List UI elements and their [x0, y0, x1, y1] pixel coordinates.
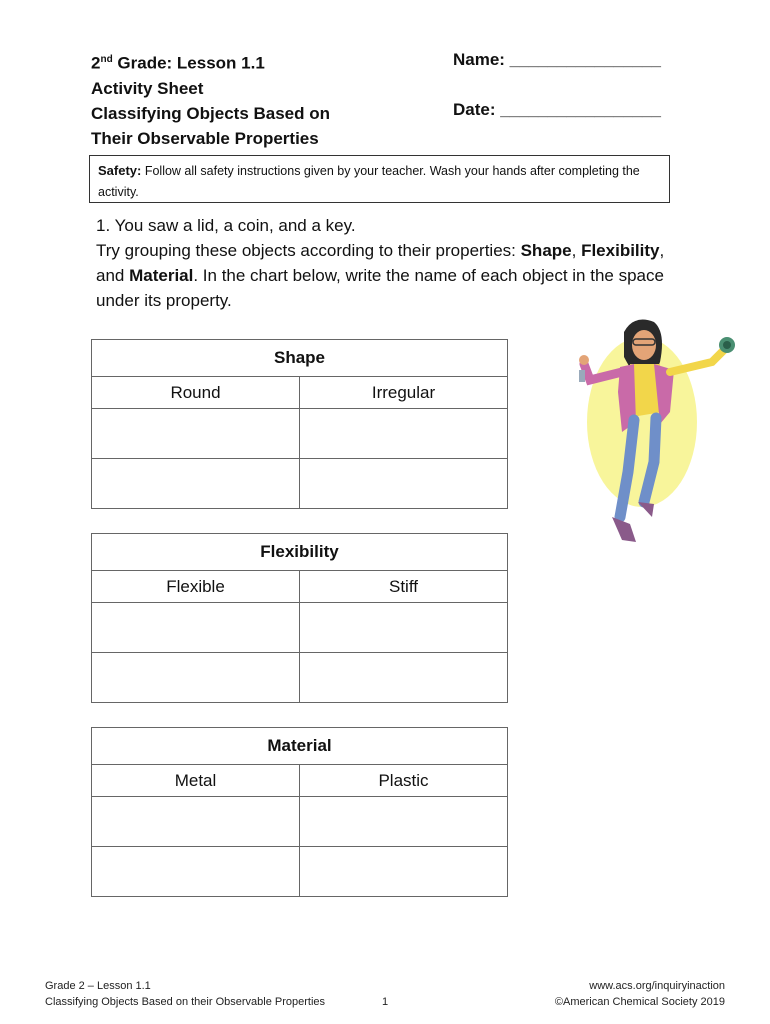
- shape-table-title: Shape: [92, 340, 508, 377]
- activity-sheet-label: Activity Sheet: [91, 78, 204, 98]
- answer-cell[interactable]: [92, 797, 300, 847]
- question-intro: 1. You saw a lid, a coin, and a key.: [96, 216, 356, 235]
- topic-line-1: Classifying Objects Based on: [91, 103, 331, 123]
- answer-cell[interactable]: [92, 653, 300, 703]
- metal-header: Metal: [92, 765, 300, 797]
- safety-box: [89, 155, 670, 203]
- answer-cell[interactable]: [300, 603, 508, 653]
- footer-lesson: Grade 2 – Lesson 1.1: [45, 980, 151, 992]
- answer-cell[interactable]: [300, 797, 508, 847]
- flexibility-table: [91, 533, 508, 703]
- flexible-header: Flexible: [92, 571, 300, 603]
- lesson-title: 2nd Grade: Lesson 1.1: [91, 53, 265, 73]
- question-1: [96, 213, 671, 313]
- answer-cell[interactable]: [92, 409, 300, 459]
- irregular-header: Irregular: [300, 377, 508, 409]
- page-number: 1: [382, 996, 389, 1008]
- footer-copyright: ©American Chemical Society 2019: [554, 996, 725, 1008]
- answer-cell[interactable]: [300, 409, 508, 459]
- lesson-header: [91, 47, 330, 151]
- name-field[interactable]: Name: ________________: [453, 50, 661, 69]
- safety-label: Safety:: [98, 163, 142, 178]
- safety-text: Follow all safety instructions given by your teacher. Wash your hands after completing the activity.: [98, 164, 640, 199]
- plastic-header: Plastic: [300, 765, 508, 797]
- answer-cell[interactable]: [300, 653, 508, 703]
- material-table: [91, 727, 508, 897]
- answer-cell[interactable]: [300, 459, 508, 509]
- question-instructions: Try grouping these objects according to their properties: Shape, Flexibility, and Material. In the chart below, write the name of each object in the space under its property.: [96, 241, 665, 310]
- answer-cell[interactable]: [92, 847, 300, 897]
- topic-line-2: Their Observable Properties: [91, 128, 319, 148]
- footer-left: [45, 978, 325, 1010]
- shape-table: [91, 339, 508, 509]
- answer-cell[interactable]: [300, 847, 508, 897]
- date-field[interactable]: Date: _________________: [453, 100, 661, 119]
- round-header: Round: [92, 377, 300, 409]
- footer-right: [545, 978, 725, 1010]
- footer-url[interactable]: www.acs.org/inquiryinaction: [589, 980, 725, 992]
- answer-cell[interactable]: [92, 603, 300, 653]
- footer-topic: Classifying Objects Based on their Observable Properties: [45, 996, 326, 1008]
- material-table-title: Material: [92, 728, 508, 765]
- scientist-character-icon: [562, 312, 740, 557]
- student-fields: [453, 47, 661, 122]
- flexibility-table-title: Flexibility: [92, 534, 508, 571]
- stiff-header: Stiff: [300, 571, 508, 603]
- answer-cell[interactable]: [92, 459, 300, 509]
